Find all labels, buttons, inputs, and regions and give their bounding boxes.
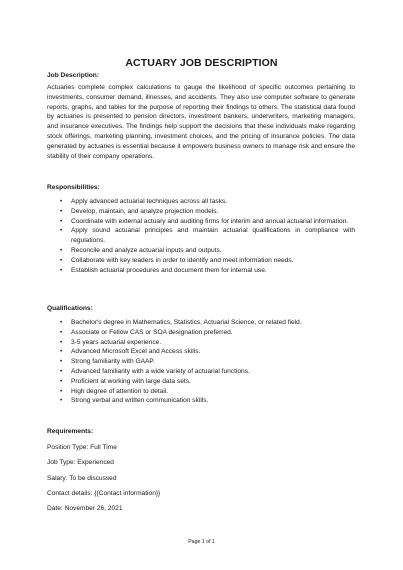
list-item-text: Proficient at working with large data sets. [71,377,191,385]
list-item [47,217,355,227]
list-item-text: Develop, maintain, and analyze projection models. [71,207,219,215]
list-item-text: Reconcile and analyze actuarial inputs and outputs. [71,246,222,254]
list-item [47,266,355,276]
date: Date: November 26, 2021 [47,505,123,512]
bullet-icon: • [60,377,63,385]
bullet-icon: • [60,367,63,375]
bullet-icon: • [60,358,63,366]
list-item-text: Apply sound actuarial principles and maintain actuarial qualifications in compliance with regulations. [71,227,355,245]
page-number: Page 1 of 1 [188,539,215,545]
list-item-text: Coordinate with external actuary and auditing firms for interim and annual actuarial information. [71,217,349,225]
list-item-text: 3-5 years actuarial experience. [71,338,162,346]
list-item [47,226,355,246]
list-item [47,256,355,266]
responsibilities-list [47,197,355,275]
list-item-text: Apply advanced actuarial techniques across all tasks. [71,198,228,205]
salary: Salary: To be discussed [47,475,117,482]
bullet-icon: • [60,217,63,225]
list-item-text: Establish actuarial procedures and document them for internal use. [71,266,267,274]
bullet-icon: • [60,348,63,356]
list-item [47,377,355,387]
bullet-icon: • [60,328,63,336]
document-title: ACTUARY JOB DESCRIPTION [125,57,278,69]
bullet-icon: • [60,319,63,326]
list-item [47,387,355,397]
list-item [47,347,355,357]
position-type: Position Type: Full Time [47,444,117,451]
list-item-text: Bachelor's degree in Mathematics, Statistics, Actuarial Science, or related field. [71,319,302,326]
list-item [47,367,355,377]
list-item-text: Collaborate with key leaders in order to identify and meet information needs. [71,256,294,264]
bullet-icon: • [60,246,63,254]
bullet-icon: • [60,207,63,215]
contact-details: Contact details: {{Contact information}} [47,490,161,497]
list-item [47,357,355,367]
list-item [47,197,355,207]
list-item-text: Associate or Fellow CAS or SOA designation preferred. [71,328,233,336]
bullet-icon: • [60,198,63,205]
bullet-icon: • [60,387,63,395]
bullet-icon: • [60,256,63,264]
list-item [47,328,355,338]
bullet-icon: • [60,338,63,346]
qualifications-list [47,318,355,406]
list-item [47,318,355,328]
list-item-text: Advanced Microsoft Excel and Access skills. [71,348,201,356]
bullet-icon: • [60,266,63,274]
list-item-text: Strong familiarity with GAAP. [71,358,155,366]
responsibilities-heading: Responsibilities: [47,184,100,191]
job-description-heading: Job Description: [47,72,100,79]
list-item [47,246,355,256]
job-type: Job Type: Experienced [47,459,114,466]
bullet-icon: • [60,227,63,235]
list-item-text: Strong verbal and written communication skills. [71,397,209,405]
qualifications-heading: Qualifications: [47,305,93,312]
list-item-text: High degree of attention to detail. [71,387,169,395]
list-item [47,396,355,406]
list-item-text: Advanced familiarity with a wide variety of actuarial functions. [71,367,250,375]
bullet-icon: • [60,397,63,405]
list-item [47,207,355,217]
job-description-text: Actuaries complete complex calculations to gauge the likelihood of specific outcomes pertaining to investments, consumer demand, illnesses, and accidents. They also use computer software to generate reports, graphs, and tables for the purpose of reporting their findings to others. The statistical data found by actuaries is presented to pension directors, investment bankers, underwriters, marketing managers, and insurance executives. The findings help support the decisions that these individuals make regarding stock offerings, marketing planning, investment choices, and the pricing of insurance policies. The data generated by actuaries is essential because it empowers business owners to manage risk and ensure the stability of their company operations. [47,84,355,160]
list-item [47,338,355,348]
requirements-heading: Requirements: [47,428,94,435]
